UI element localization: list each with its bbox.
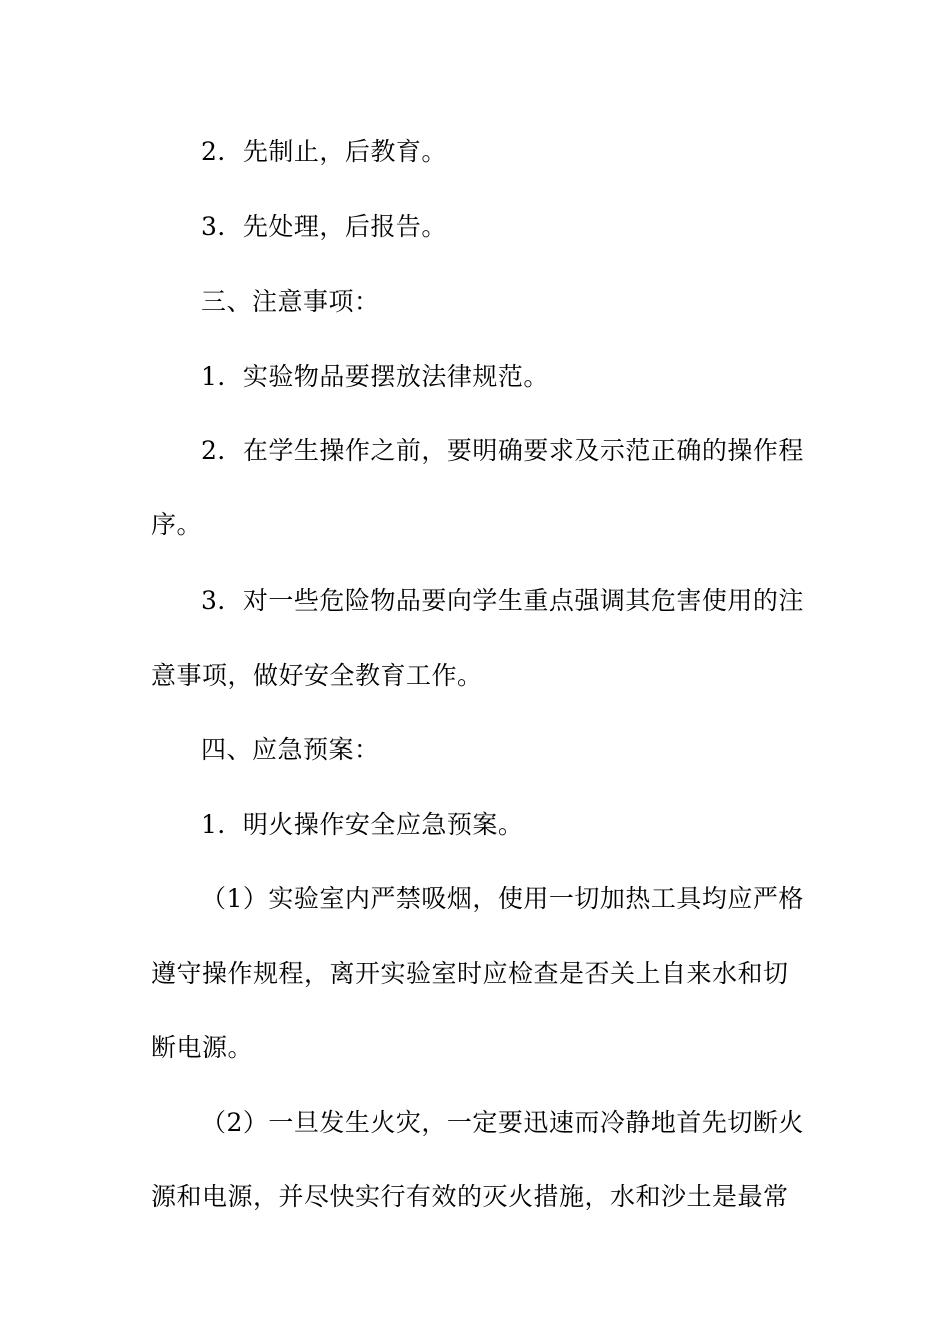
section-heading: 四、应急预案： bbox=[201, 735, 380, 764]
list-item: 1．实验物品要摆放法律规范。 bbox=[201, 362, 549, 391]
text-line: 断电源。 bbox=[151, 1033, 254, 1062]
list-item: 2．先制止，后教育。 bbox=[201, 137, 447, 166]
text-line: 意事项，做好安全教育工作。 bbox=[151, 661, 483, 690]
paragraph-line: （1）实验室内严禁吸烟，使用一切加热工具均应严格 bbox=[201, 884, 804, 913]
list-item: 2．在学生操作之前，要明确要求及示范正确的操作程 bbox=[201, 436, 804, 465]
paragraph-line: （2）一旦发生火灾，一定要迅速而冷静地首先切断火 bbox=[201, 1108, 804, 1137]
list-item: 1．明火操作安全应急预案。 bbox=[201, 810, 524, 839]
text-line: 源和电源，并尽快实行有效的灭火措施，水和沙土是最常 bbox=[151, 1182, 789, 1211]
list-item: 3．先处理，后报告。 bbox=[201, 212, 447, 241]
section-heading: 三、注意事项： bbox=[201, 287, 380, 316]
text-line: 遵守操作规程，离开实验室时应检查是否关上自来水和切 bbox=[151, 959, 789, 988]
list-item: 3．对一些危险物品要向学生重点强调其危害使用的注 bbox=[201, 586, 804, 615]
text-line: 序。 bbox=[151, 510, 203, 539]
